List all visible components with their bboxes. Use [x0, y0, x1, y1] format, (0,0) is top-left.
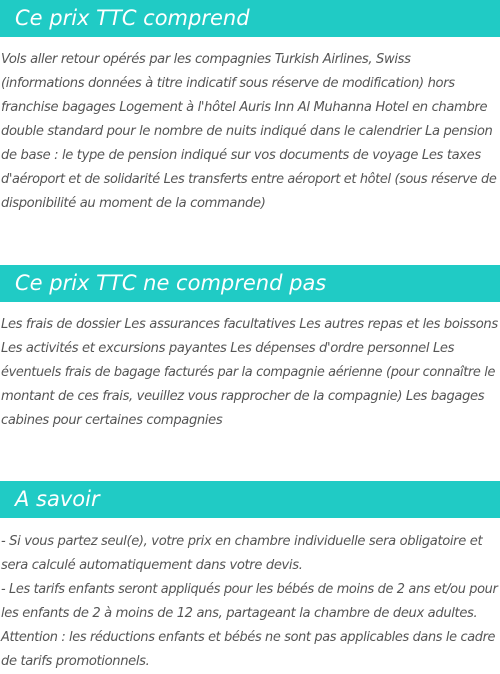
text-line: disponibilité au moment de la commande): [1, 196, 266, 211]
section-header-included: Ce prix TTC comprend: [0, 0, 500, 37]
text-line: Les activités et excursions payantes Les dépenses d'ordre personnel Les: [1, 341, 455, 356]
text-line: montant de ces frais, veuillez vous rapprocher de la compagnie) Les bagages: [1, 389, 485, 404]
section-body-not-included: [1, 313, 499, 433]
text-line: (informations données à titre indicatif sous réserve de modification) hors: [1, 76, 455, 91]
text-line: Attention : les réductions enfants et bébés ne sont pas applicables dans le cadre: [1, 630, 496, 645]
text-line: - Si vous partez seul(e), votre prix en chambre individuelle sera obligatoire et: [1, 534, 483, 549]
text-line: de tarifs promotionnels.: [1, 654, 150, 669]
section-body-good-to-know: [1, 530, 499, 674]
text-line: Vols aller retour opérés par les compagnies Turkish Airlines, Swiss: [1, 52, 411, 67]
text-line: d'aéroport et de solidarité Les transferts entre aéroport et hôtel (sous réserve de: [1, 172, 497, 187]
text-line: de base : le type de pension indiqué sur vos documents de voyage Les taxes: [1, 148, 481, 163]
text-line: franchise bagages Logement à l'hôtel Auris Inn Al Muhanna Hotel en chambre: [1, 100, 488, 115]
text-line: éventuels frais de bagage facturés par la compagnie aérienne (pour connaître le: [1, 365, 496, 380]
section-header-not-included: Ce prix TTC ne comprend pas: [0, 265, 500, 302]
text-line: double standard pour le nombre de nuits indiqué dans le calendrier La pension: [1, 124, 493, 139]
text-line: cabines pour certaines compagnies: [1, 413, 223, 428]
section-body-included: [1, 48, 499, 216]
text-line: - Les tarifs enfants seront appliqués pour les bébés de moins de 2 ans et/ou pour: [1, 582, 498, 597]
text-line: sera calculé automatiquement dans votre devis.: [1, 558, 303, 573]
section-header-good-to-know: A savoir: [0, 481, 500, 518]
text-line: Les frais de dossier Les assurances facultatives Les autres repas et les boissons: [1, 317, 498, 332]
text-line: les enfants de 2 à moins de 12 ans, partageant la chambre de deux adultes.: [1, 606, 478, 621]
